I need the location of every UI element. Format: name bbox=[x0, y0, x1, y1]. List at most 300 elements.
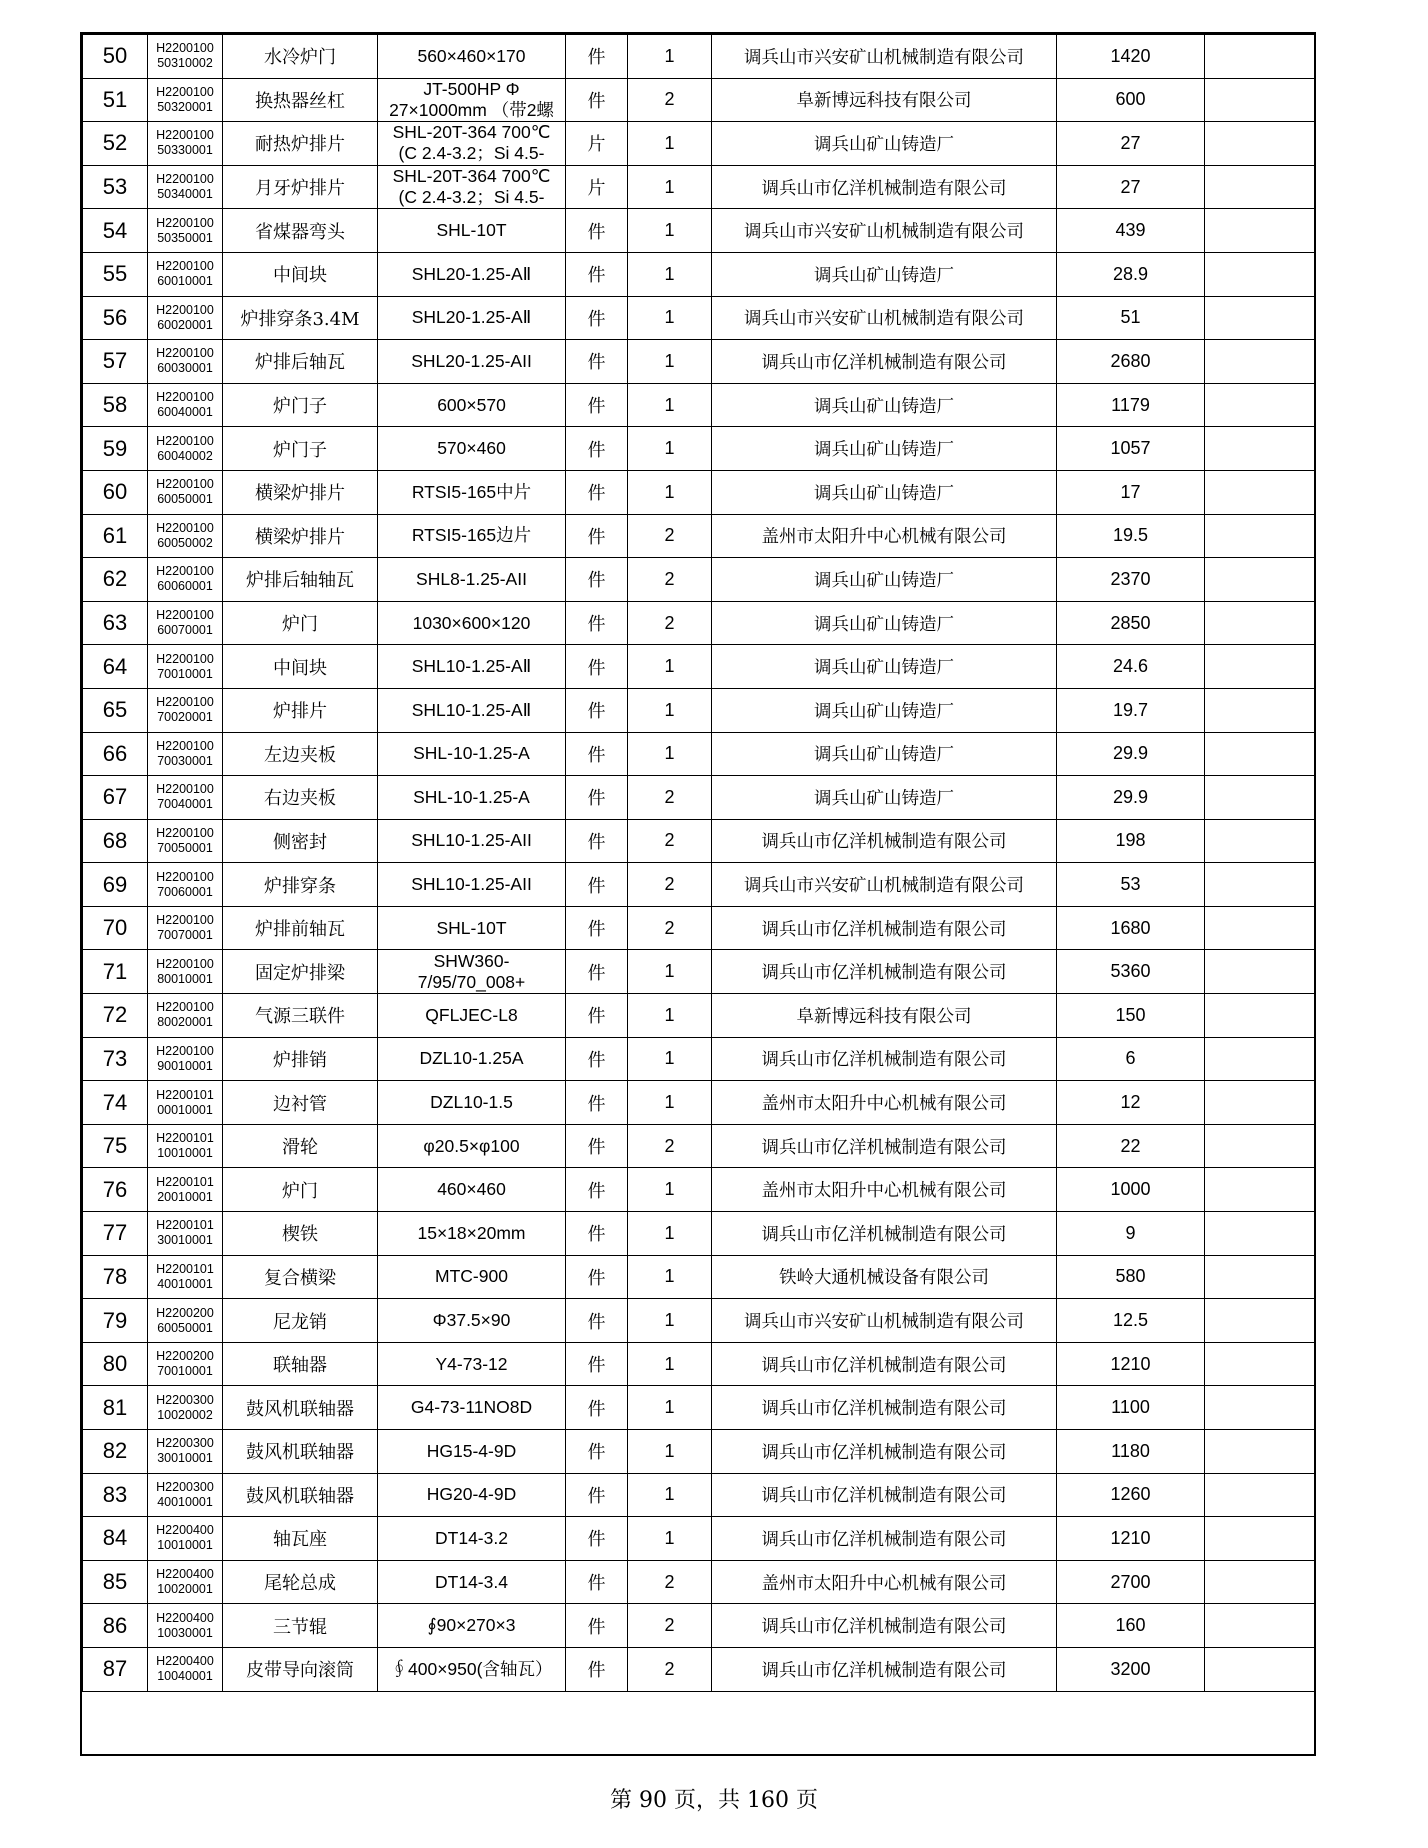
item-number: 76 bbox=[83, 1168, 148, 1212]
item-remark bbox=[1205, 1517, 1315, 1561]
material-code: H2200100 70040001 bbox=[148, 776, 223, 820]
item-number: 71 bbox=[83, 950, 148, 994]
item-spec: 600×570 bbox=[378, 383, 566, 427]
item-remark bbox=[1205, 1081, 1315, 1125]
item-quantity: 2 bbox=[628, 601, 712, 645]
item-remark bbox=[1205, 558, 1315, 602]
item-supplier: 调兵山矿山铸造厂 bbox=[712, 601, 1057, 645]
material-code: H2200100 50310002 bbox=[148, 35, 223, 79]
material-code: H2200100 70020001 bbox=[148, 688, 223, 732]
item-remark bbox=[1205, 1168, 1315, 1212]
item-spec: SHL10-1.25-AII bbox=[378, 819, 566, 863]
material-code: H2200200 70010001 bbox=[148, 1342, 223, 1386]
item-supplier: 盖州市太阳升中心机械有限公司 bbox=[712, 1081, 1057, 1125]
item-spec: SHW360- 7/95/70_008+ bbox=[378, 950, 566, 994]
item-remark bbox=[1205, 1124, 1315, 1168]
item-remark bbox=[1205, 122, 1315, 166]
item-quantity: 2 bbox=[628, 863, 712, 907]
item-quantity: 2 bbox=[628, 1604, 712, 1648]
item-spec: DZL10-1.5 bbox=[378, 1081, 566, 1125]
item-price: 6 bbox=[1057, 1037, 1205, 1081]
item-number: 85 bbox=[83, 1560, 148, 1604]
item-remark bbox=[1205, 252, 1315, 296]
item-quantity: 1 bbox=[628, 427, 712, 471]
item-supplier: 调兵山市亿洋机械制造有限公司 bbox=[712, 340, 1057, 384]
table-row bbox=[83, 383, 1315, 427]
item-price: 22 bbox=[1057, 1124, 1205, 1168]
item-supplier: 调兵山市亿洋机械制造有限公司 bbox=[712, 1430, 1057, 1474]
item-spec: φ20.5×φ100 bbox=[378, 1124, 566, 1168]
parts-table-frame bbox=[80, 32, 1316, 1756]
table-row bbox=[83, 296, 1315, 340]
item-supplier: 调兵山市亿洋机械制造有限公司 bbox=[712, 1604, 1057, 1648]
table-row bbox=[83, 122, 1315, 166]
item-unit: 件 bbox=[566, 1647, 628, 1691]
item-spec: HG20-4-9D bbox=[378, 1473, 566, 1517]
item-remark bbox=[1205, 1212, 1315, 1256]
table-row bbox=[83, 558, 1315, 602]
item-name: 横梁炉排片 bbox=[223, 514, 378, 558]
item-spec: SHL-20T-364 700℃ (C 2.4-3.2；Si 4.5- bbox=[378, 165, 566, 209]
item-spec: SHL-10-1.25-A bbox=[378, 732, 566, 776]
parts-table bbox=[82, 34, 1315, 1692]
item-spec: DZL10-1.25A bbox=[378, 1037, 566, 1081]
item-spec: DT14-3.4 bbox=[378, 1560, 566, 1604]
item-name: 炉排销 bbox=[223, 1037, 378, 1081]
item-quantity: 1 bbox=[628, 165, 712, 209]
item-quantity: 2 bbox=[628, 1124, 712, 1168]
material-code: H2200100 50320001 bbox=[148, 78, 223, 122]
item-spec: HG15-4-9D bbox=[378, 1430, 566, 1474]
item-number: 59 bbox=[83, 427, 148, 471]
item-supplier: 调兵山矿山铸造厂 bbox=[712, 427, 1057, 471]
item-unit: 件 bbox=[566, 1037, 628, 1081]
item-supplier: 调兵山市亿洋机械制造有限公司 bbox=[712, 819, 1057, 863]
item-name: 炉排后轴轴瓦 bbox=[223, 558, 378, 602]
material-code: H2200300 40010001 bbox=[148, 1473, 223, 1517]
material-code: H2200100 70070001 bbox=[148, 906, 223, 950]
item-number: 79 bbox=[83, 1299, 148, 1343]
item-number: 75 bbox=[83, 1124, 148, 1168]
item-unit: 件 bbox=[566, 1168, 628, 1212]
item-name: 换热器丝杠 bbox=[223, 78, 378, 122]
item-number: 58 bbox=[83, 383, 148, 427]
item-price: 12.5 bbox=[1057, 1299, 1205, 1343]
item-unit: 件 bbox=[566, 688, 628, 732]
item-remark bbox=[1205, 732, 1315, 776]
item-spec: SHL20-1.25-AⅡ bbox=[378, 252, 566, 296]
material-code: H2200101 00010001 bbox=[148, 1081, 223, 1125]
table-row bbox=[83, 209, 1315, 253]
material-code: H2200400 10010001 bbox=[148, 1517, 223, 1561]
material-code: H2200101 10010001 bbox=[148, 1124, 223, 1168]
material-code: H2200100 60050001 bbox=[148, 470, 223, 514]
item-number: 67 bbox=[83, 776, 148, 820]
item-spec: ∮90×270×3 bbox=[378, 1604, 566, 1648]
item-number: 86 bbox=[83, 1604, 148, 1648]
item-spec: SHL-10-1.25-A bbox=[378, 776, 566, 820]
material-code: H2200100 60060001 bbox=[148, 558, 223, 602]
item-quantity: 1 bbox=[628, 1430, 712, 1474]
item-price: 1680 bbox=[1057, 906, 1205, 950]
item-unit: 件 bbox=[566, 863, 628, 907]
item-quantity: 2 bbox=[628, 819, 712, 863]
material-code: H2200101 20010001 bbox=[148, 1168, 223, 1212]
item-quantity: 1 bbox=[628, 950, 712, 994]
item-remark bbox=[1205, 1255, 1315, 1299]
material-code: H2200101 30010001 bbox=[148, 1212, 223, 1256]
item-remark bbox=[1205, 209, 1315, 253]
material-code: H2200100 80020001 bbox=[148, 994, 223, 1038]
item-supplier: 阜新博远科技有限公司 bbox=[712, 78, 1057, 122]
material-code: H2200400 10040001 bbox=[148, 1647, 223, 1691]
material-code: H2200100 70060001 bbox=[148, 863, 223, 907]
item-name: 滑轮 bbox=[223, 1124, 378, 1168]
item-unit: 件 bbox=[566, 732, 628, 776]
table-row bbox=[83, 252, 1315, 296]
item-quantity: 2 bbox=[628, 78, 712, 122]
item-spec: 570×460 bbox=[378, 427, 566, 471]
table-row bbox=[83, 340, 1315, 384]
item-name: 炉排后轴瓦 bbox=[223, 340, 378, 384]
item-price: 9 bbox=[1057, 1212, 1205, 1256]
item-name: 中间块 bbox=[223, 252, 378, 296]
item-quantity: 2 bbox=[628, 906, 712, 950]
item-name: 鼓风机联轴器 bbox=[223, 1386, 378, 1430]
item-price: 600 bbox=[1057, 78, 1205, 122]
table-row bbox=[83, 35, 1315, 79]
item-remark bbox=[1205, 645, 1315, 689]
item-supplier: 调兵山矿山铸造厂 bbox=[712, 732, 1057, 776]
item-supplier: 调兵山市兴安矿山机械制造有限公司 bbox=[712, 296, 1057, 340]
item-spec: SHL10-1.25-AⅡ bbox=[378, 645, 566, 689]
item-unit: 件 bbox=[566, 1560, 628, 1604]
item-supplier: 调兵山市亿洋机械制造有限公司 bbox=[712, 906, 1057, 950]
material-code: H2200300 30010001 bbox=[148, 1430, 223, 1474]
item-remark bbox=[1205, 688, 1315, 732]
item-price: 27 bbox=[1057, 122, 1205, 166]
table-body bbox=[83, 35, 1315, 1692]
item-name: 炉门 bbox=[223, 1168, 378, 1212]
item-name: 皮带导向滚筒 bbox=[223, 1647, 378, 1691]
item-price: 27 bbox=[1057, 165, 1205, 209]
item-supplier: 调兵山市亿洋机械制造有限公司 bbox=[712, 950, 1057, 994]
material-code: H2200100 60010001 bbox=[148, 252, 223, 296]
item-price: 2680 bbox=[1057, 340, 1205, 384]
item-number: 69 bbox=[83, 863, 148, 907]
item-price: 1180 bbox=[1057, 1430, 1205, 1474]
item-spec: SHL-10T bbox=[378, 209, 566, 253]
item-unit: 件 bbox=[566, 427, 628, 471]
item-number: 60 bbox=[83, 470, 148, 514]
item-unit: 件 bbox=[566, 1081, 628, 1125]
item-quantity: 1 bbox=[628, 645, 712, 689]
item-supplier: 调兵山矿山铸造厂 bbox=[712, 645, 1057, 689]
item-spec: SHL8-1.25-AII bbox=[378, 558, 566, 602]
item-name: 省煤器弯头 bbox=[223, 209, 378, 253]
item-supplier: 盖州市太阳升中心机械有限公司 bbox=[712, 1168, 1057, 1212]
table-row bbox=[83, 601, 1315, 645]
item-number: 73 bbox=[83, 1037, 148, 1081]
item-remark bbox=[1205, 1386, 1315, 1430]
item-name: 横梁炉排片 bbox=[223, 470, 378, 514]
item-number: 55 bbox=[83, 252, 148, 296]
item-name: 炉门子 bbox=[223, 383, 378, 427]
item-price: 1179 bbox=[1057, 383, 1205, 427]
item-supplier: 调兵山矿山铸造厂 bbox=[712, 688, 1057, 732]
item-supplier: 调兵山市亿洋机械制造有限公司 bbox=[712, 1342, 1057, 1386]
item-price: 2850 bbox=[1057, 601, 1205, 645]
material-code: H2200400 10020001 bbox=[148, 1560, 223, 1604]
item-number: 77 bbox=[83, 1212, 148, 1256]
item-number: 84 bbox=[83, 1517, 148, 1561]
item-price: 150 bbox=[1057, 994, 1205, 1038]
item-remark bbox=[1205, 427, 1315, 471]
item-name: 炉排片 bbox=[223, 688, 378, 732]
material-code: H2200100 50330001 bbox=[148, 122, 223, 166]
item-remark bbox=[1205, 601, 1315, 645]
item-price: 198 bbox=[1057, 819, 1205, 863]
table-row bbox=[83, 1255, 1315, 1299]
item-number: 65 bbox=[83, 688, 148, 732]
item-quantity: 1 bbox=[628, 296, 712, 340]
material-code: H2200100 50340001 bbox=[148, 165, 223, 209]
item-spec: Y4-73-12 bbox=[378, 1342, 566, 1386]
item-price: 1210 bbox=[1057, 1342, 1205, 1386]
item-supplier: 调兵山市亿洋机械制造有限公司 bbox=[712, 1517, 1057, 1561]
item-unit: 件 bbox=[566, 35, 628, 79]
item-remark bbox=[1205, 1473, 1315, 1517]
item-remark bbox=[1205, 950, 1315, 994]
item-remark bbox=[1205, 1430, 1315, 1474]
item-unit: 件 bbox=[566, 78, 628, 122]
item-quantity: 1 bbox=[628, 1299, 712, 1343]
item-unit: 件 bbox=[566, 819, 628, 863]
item-name: 联轴器 bbox=[223, 1342, 378, 1386]
item-supplier: 调兵山市亿洋机械制造有限公司 bbox=[712, 1212, 1057, 1256]
item-unit: 件 bbox=[566, 1342, 628, 1386]
item-quantity: 1 bbox=[628, 340, 712, 384]
item-spec: Φ37.5×90 bbox=[378, 1299, 566, 1343]
item-name: 炉门子 bbox=[223, 427, 378, 471]
item-name: 炉门 bbox=[223, 601, 378, 645]
table-row bbox=[83, 994, 1315, 1038]
item-remark bbox=[1205, 1342, 1315, 1386]
item-price: 1210 bbox=[1057, 1517, 1205, 1561]
item-unit: 件 bbox=[566, 1299, 628, 1343]
item-spec: SHL10-1.25-AII bbox=[378, 863, 566, 907]
table-row bbox=[83, 732, 1315, 776]
table-row bbox=[83, 1517, 1315, 1561]
item-spec: QFLJEC-L8 bbox=[378, 994, 566, 1038]
material-code: H2200100 60040001 bbox=[148, 383, 223, 427]
table-row bbox=[83, 1081, 1315, 1125]
item-price: 3200 bbox=[1057, 1647, 1205, 1691]
item-number: 53 bbox=[83, 165, 148, 209]
item-price: 12 bbox=[1057, 1081, 1205, 1125]
item-supplier: 调兵山市亿洋机械制造有限公司 bbox=[712, 1124, 1057, 1168]
item-unit: 件 bbox=[566, 1255, 628, 1299]
item-supplier: 盖州市太阳升中心机械有限公司 bbox=[712, 514, 1057, 558]
item-quantity: 2 bbox=[628, 776, 712, 820]
item-unit: 件 bbox=[566, 906, 628, 950]
item-name: 楔铁 bbox=[223, 1212, 378, 1256]
item-number: 74 bbox=[83, 1081, 148, 1125]
item-name: 水冷炉门 bbox=[223, 35, 378, 79]
item-price: 5360 bbox=[1057, 950, 1205, 994]
item-remark bbox=[1205, 776, 1315, 820]
item-unit: 件 bbox=[566, 1124, 628, 1168]
table-row bbox=[83, 1124, 1315, 1168]
item-name: 左边夹板 bbox=[223, 732, 378, 776]
table-row bbox=[83, 819, 1315, 863]
item-name: 月牙炉排片 bbox=[223, 165, 378, 209]
item-price: 160 bbox=[1057, 1604, 1205, 1648]
item-name: 边衬管 bbox=[223, 1081, 378, 1125]
item-price: 1260 bbox=[1057, 1473, 1205, 1517]
item-price: 19.5 bbox=[1057, 514, 1205, 558]
item-supplier: 调兵山市兴安矿山机械制造有限公司 bbox=[712, 35, 1057, 79]
item-name: 耐热炉排片 bbox=[223, 122, 378, 166]
item-quantity: 1 bbox=[628, 1037, 712, 1081]
item-spec: 460×460 bbox=[378, 1168, 566, 1212]
material-code: H2200100 70030001 bbox=[148, 732, 223, 776]
item-spec: SHL-10T bbox=[378, 906, 566, 950]
item-quantity: 2 bbox=[628, 514, 712, 558]
item-unit: 件 bbox=[566, 558, 628, 602]
item-name: 炉排穿条3.4M bbox=[223, 296, 378, 340]
item-remark bbox=[1205, 819, 1315, 863]
item-unit: 件 bbox=[566, 470, 628, 514]
item-remark bbox=[1205, 514, 1315, 558]
item-quantity: 1 bbox=[628, 1473, 712, 1517]
item-remark bbox=[1205, 1604, 1315, 1648]
material-code: H2200101 40010001 bbox=[148, 1255, 223, 1299]
item-quantity: 1 bbox=[628, 122, 712, 166]
item-name: 侧密封 bbox=[223, 819, 378, 863]
item-price: 1100 bbox=[1057, 1386, 1205, 1430]
item-name: 轴瓦座 bbox=[223, 1517, 378, 1561]
item-quantity: 1 bbox=[628, 1255, 712, 1299]
table-row bbox=[83, 1430, 1315, 1474]
item-price: 28.9 bbox=[1057, 252, 1205, 296]
item-quantity: 1 bbox=[628, 688, 712, 732]
table-row bbox=[83, 1647, 1315, 1691]
item-supplier: 调兵山市兴安矿山机械制造有限公司 bbox=[712, 1299, 1057, 1343]
item-remark bbox=[1205, 296, 1315, 340]
item-name: 鼓风机联轴器 bbox=[223, 1473, 378, 1517]
item-unit: 件 bbox=[566, 209, 628, 253]
item-spec: ∮400×950(含轴瓦） bbox=[378, 1647, 566, 1691]
item-quantity: 1 bbox=[628, 383, 712, 427]
item-price: 29.9 bbox=[1057, 732, 1205, 776]
item-price: 439 bbox=[1057, 209, 1205, 253]
item-name: 固定炉排梁 bbox=[223, 950, 378, 994]
item-supplier: 铁岭大通机械设备有限公司 bbox=[712, 1255, 1057, 1299]
item-spec: 15×18×20mm bbox=[378, 1212, 566, 1256]
item-number: 81 bbox=[83, 1386, 148, 1430]
material-code: H2200100 60050002 bbox=[148, 514, 223, 558]
item-unit: 件 bbox=[566, 1604, 628, 1648]
item-supplier: 调兵山市兴安矿山机械制造有限公司 bbox=[712, 209, 1057, 253]
item-price: 1000 bbox=[1057, 1168, 1205, 1212]
item-number: 70 bbox=[83, 906, 148, 950]
table-row bbox=[83, 1560, 1315, 1604]
item-unit: 件 bbox=[566, 1386, 628, 1430]
item-supplier: 调兵山市亿洋机械制造有限公司 bbox=[712, 1386, 1057, 1430]
item-supplier: 调兵山矿山铸造厂 bbox=[712, 558, 1057, 602]
item-price: 580 bbox=[1057, 1255, 1205, 1299]
item-number: 66 bbox=[83, 732, 148, 776]
item-spec: SHL-20T-364 700℃ (C 2.4-3.2；Si 4.5- bbox=[378, 122, 566, 166]
item-price: 19.7 bbox=[1057, 688, 1205, 732]
item-price: 24.6 bbox=[1057, 645, 1205, 689]
item-unit: 件 bbox=[566, 1212, 628, 1256]
item-spec: 560×460×170 bbox=[378, 35, 566, 79]
item-number: 57 bbox=[83, 340, 148, 384]
item-remark bbox=[1205, 1299, 1315, 1343]
item-quantity: 1 bbox=[628, 1342, 712, 1386]
table-row bbox=[83, 1212, 1315, 1256]
item-supplier: 调兵山矿山铸造厂 bbox=[712, 776, 1057, 820]
table-row bbox=[83, 78, 1315, 122]
item-unit: 件 bbox=[566, 776, 628, 820]
table-row bbox=[83, 776, 1315, 820]
item-number: 56 bbox=[83, 296, 148, 340]
item-remark bbox=[1205, 863, 1315, 907]
material-code: H2200100 70050001 bbox=[148, 819, 223, 863]
item-number: 52 bbox=[83, 122, 148, 166]
item-unit: 片 bbox=[566, 165, 628, 209]
item-name: 三节辊 bbox=[223, 1604, 378, 1648]
item-quantity: 2 bbox=[628, 1647, 712, 1691]
item-supplier: 调兵山市兴安矿山机械制造有限公司 bbox=[712, 863, 1057, 907]
item-spec: 1030×600×120 bbox=[378, 601, 566, 645]
item-name: 炉排前轴瓦 bbox=[223, 906, 378, 950]
item-remark bbox=[1205, 35, 1315, 79]
item-spec: RTSI5-165中片 bbox=[378, 470, 566, 514]
material-code: H2200400 10030001 bbox=[148, 1604, 223, 1648]
item-number: 54 bbox=[83, 209, 148, 253]
item-number: 64 bbox=[83, 645, 148, 689]
item-quantity: 1 bbox=[628, 1212, 712, 1256]
item-quantity: 1 bbox=[628, 1386, 712, 1430]
item-supplier: 调兵山矿山铸造厂 bbox=[712, 470, 1057, 514]
item-supplier: 调兵山市亿洋机械制造有限公司 bbox=[712, 1473, 1057, 1517]
item-remark bbox=[1205, 1037, 1315, 1081]
material-code: H2200100 90010001 bbox=[148, 1037, 223, 1081]
item-quantity: 1 bbox=[628, 252, 712, 296]
item-price: 51 bbox=[1057, 296, 1205, 340]
table-row bbox=[83, 1386, 1315, 1430]
item-name: 尼龙销 bbox=[223, 1299, 378, 1343]
material-code: H2200300 10020002 bbox=[148, 1386, 223, 1430]
item-number: 72 bbox=[83, 994, 148, 1038]
table-row bbox=[83, 1473, 1315, 1517]
item-supplier: 调兵山市亿洋机械制造有限公司 bbox=[712, 1647, 1057, 1691]
item-unit: 片 bbox=[566, 122, 628, 166]
table-row bbox=[83, 906, 1315, 950]
item-name: 中间块 bbox=[223, 645, 378, 689]
material-code: H2200100 70010001 bbox=[148, 645, 223, 689]
item-price: 1420 bbox=[1057, 35, 1205, 79]
item-unit: 件 bbox=[566, 1473, 628, 1517]
item-remark bbox=[1205, 78, 1315, 122]
table-row bbox=[83, 514, 1315, 558]
table-row bbox=[83, 688, 1315, 732]
item-remark bbox=[1205, 470, 1315, 514]
item-quantity: 1 bbox=[628, 732, 712, 776]
